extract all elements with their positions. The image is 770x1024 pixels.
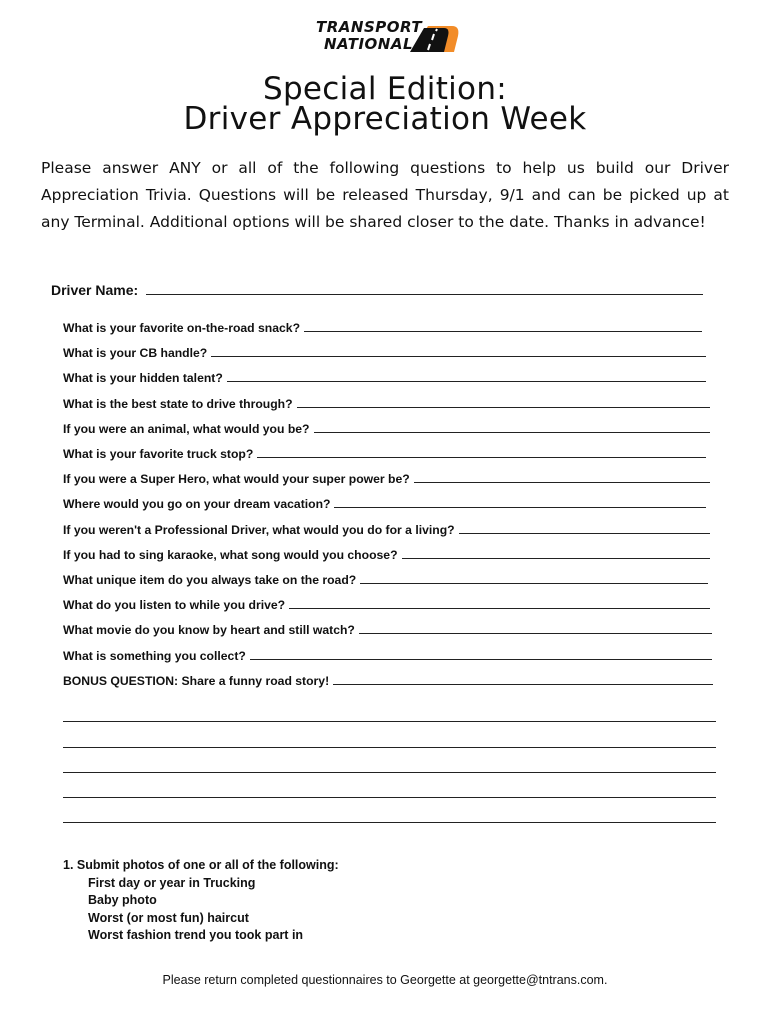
answer-field[interactable] [359, 623, 712, 634]
question-row[interactable] [63, 522, 710, 538]
question-row[interactable] [63, 421, 710, 437]
answer-field[interactable] [459, 523, 710, 534]
answer-field[interactable] [250, 649, 712, 660]
driver-name-row[interactable] [51, 282, 703, 298]
question-label: If you were an animal, what would you be? [63, 421, 310, 436]
question-row[interactable] [63, 673, 713, 689]
answer-field[interactable] [314, 422, 711, 433]
question-row[interactable] [63, 345, 706, 361]
question-row[interactable] [63, 547, 710, 563]
answer-field[interactable] [304, 321, 702, 332]
question-row[interactable] [63, 648, 712, 664]
question-label: What is your favorite on-the-road snack? [63, 321, 301, 335]
question-label: What unique item do you always take on the road? [63, 573, 357, 587]
question-row[interactable] [63, 597, 710, 613]
question-row[interactable] [63, 446, 706, 462]
question-label: Where would you go on your dream vacation? [63, 497, 331, 512]
photo-heading: 1. Submit photos of one or all of the following: [63, 858, 339, 872]
answer-field[interactable] [360, 573, 708, 584]
question-label: What movie do you know by heart and still watch? [63, 623, 355, 638]
story-line[interactable] [63, 822, 716, 823]
footer-note: Please return completed questionnaires to Georgette at georgette@tntrans.com. [162, 973, 608, 987]
question-label: What is your CB handle? [63, 346, 208, 361]
question-label: What is the best state to drive through? [63, 396, 293, 411]
answer-field[interactable] [402, 548, 710, 559]
photo-item: Worst fashion trend you took part in [88, 928, 304, 942]
logo-line-2: NATIONAL [324, 35, 414, 53]
question-row[interactable] [63, 396, 710, 412]
photo-item: First day or year in Trucking [88, 875, 256, 890]
question-row[interactable] [63, 471, 710, 487]
logo-line-1: TRANSPORT [316, 18, 423, 36]
answer-field[interactable] [257, 447, 706, 458]
question-row[interactable] [63, 572, 708, 588]
question-label: What is your hidden talent? [63, 371, 223, 386]
story-line[interactable] [63, 747, 716, 748]
driver-name-label: Driver Name: [51, 282, 139, 298]
answer-field[interactable] [414, 472, 710, 483]
answer-field[interactable] [289, 598, 710, 609]
answer-field[interactable] [297, 397, 710, 408]
road-swoosh-icon [408, 24, 460, 54]
page-title-line-1: Special Edition: [262, 71, 508, 107]
answer-field[interactable] [333, 674, 713, 685]
story-line[interactable] [63, 797, 716, 798]
intro-paragraph: Please answer ANY or all of the following questions to help us build our Driver Appreciation Trivia. Questions will be released Thursday, 9/1 and can be picked up at any Terminal. Additional options will be shared closer to the date. Thanks in advance! [41, 159, 729, 231]
driver-name-field[interactable] [146, 284, 703, 295]
story-line[interactable] [63, 721, 716, 722]
question-row[interactable] [63, 320, 702, 336]
question-label: What is something you collect? [63, 648, 246, 663]
question-label: If you had to sing karaoke, what song would you choose? [63, 547, 398, 562]
page-title-line-2: Driver Appreciation Week [183, 101, 587, 137]
answer-field[interactable] [334, 497, 706, 508]
question-label: What do you listen to while you drive? [63, 598, 286, 613]
answer-field[interactable] [211, 346, 706, 357]
company-logo [312, 14, 462, 60]
photo-item: Baby photo [88, 893, 157, 907]
answer-field[interactable] [227, 371, 706, 382]
question-row[interactable] [63, 622, 712, 638]
question-row[interactable] [63, 496, 706, 512]
photo-item: Worst (or most fun) haircut [88, 910, 249, 925]
story-line[interactable] [63, 772, 716, 773]
photo-submission-section [63, 857, 339, 945]
question-row[interactable] [63, 370, 706, 386]
question-label: If you weren't a Professional Driver, what would you do for a living? [63, 522, 455, 537]
question-label: BONUS QUESTION: Share a funny road story! [63, 673, 330, 688]
question-label: What is your favorite truck stop? [63, 447, 254, 461]
question-label: If you were a Super Hero, what would your super power be? [63, 472, 410, 487]
